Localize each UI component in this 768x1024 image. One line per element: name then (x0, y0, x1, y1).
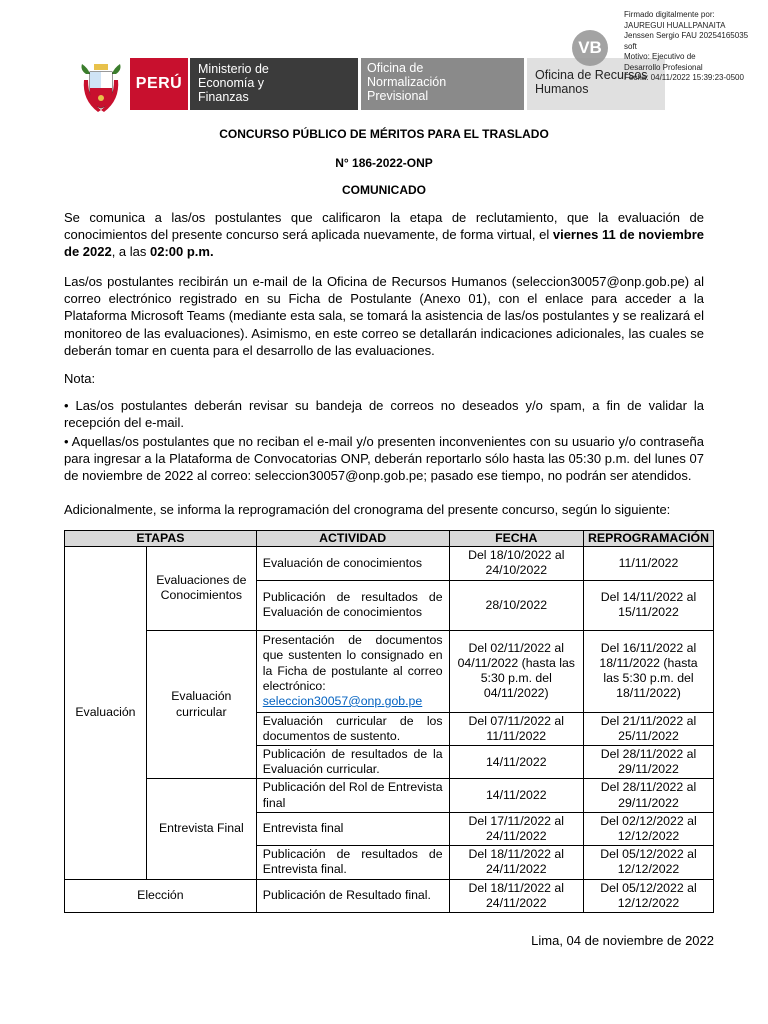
actividad-cell: Publicación de resultados de Evaluación de conocimientos (256, 580, 449, 630)
place-date: Lima, 04 de noviembre de 2022 (531, 933, 714, 948)
onp-label-2: Normalización (367, 75, 447, 89)
mef-label-2: Economía y (198, 76, 265, 90)
paragraph-intro (64, 209, 704, 261)
actividad-cell: Entrevista final (256, 812, 449, 845)
actividad-text: Presentación de documentos que sustenten lo consignado en la Ficha de postulante al correo electrónico: (262, 633, 443, 693)
mef-brand-box (190, 58, 358, 110)
paragraph-schedule-intro: Adicionalmente, se informa la reprogramación del cronograma del presente concurso, según lo siguiente: (64, 502, 671, 517)
table-row (65, 630, 714, 712)
actividad-cell: Publicación del Rol de Entrevista final (256, 779, 449, 812)
reprog-cell: Del 21/11/2022 al 25/11/2022 (583, 712, 713, 745)
schedule-table (64, 530, 714, 913)
email-link[interactable]: seleccion30057@onp.gob.pe (262, 693, 423, 708)
actividad-cell: Publicación de resultados de la Evaluación curricular. (256, 746, 449, 779)
peru-label: PERÚ (135, 75, 183, 92)
vb-seal-icon (572, 30, 608, 66)
table-row (65, 779, 714, 812)
fecha-cell: Del 02/11/2022 al 04/11/2022 (hasta las 5:30 p.m. del 04/11/2022) (449, 630, 583, 712)
actividad-cell: Evaluación curricular de los documentos de sustento. (256, 712, 449, 745)
reprog-cell: Del 16/11/2022 al 18/11/2022 (hasta las 5:30 p.m. del 18/11/2022) (583, 630, 713, 712)
bullet-spam: • Las/os postulantes deberán revisar su bandeja de correos no deseados y/o spam, a fin de validar la recepción del e-mail. (64, 398, 704, 431)
table-row (65, 879, 714, 912)
document-number: N° 186-2022-ONP (335, 156, 433, 170)
reprog-cell: Del 05/12/2022 al 12/12/2022 (583, 846, 713, 879)
reprog-cell: Del 28/11/2022 al 29/11/2022 (583, 746, 713, 779)
document-subtitle: COMUNICADO (342, 183, 426, 197)
table-row (65, 547, 714, 580)
fecha-cell: 28/10/2022 (449, 580, 583, 630)
header-reprogramacion: REPROGRAMACIÓN (583, 531, 713, 547)
bullet-issues: • Aquellas/os postulantes que no reciban el e-mail y/o presenten inconvenientes con su usuario y/o contraseña para ingresar a la Plataforma de Convocatorias ONP, deberán reportarlo sólo hasta las 05:30 p.m. del lunes 07 de noviembre de 2022 al correo: seleccion30057@onp.gob.pe; pasado ese tiempo, no podrán ser atendidos. (64, 434, 704, 484)
peru-coat-of-arms-icon (78, 60, 124, 116)
actividad-cell: Publicación de Resultado final. (256, 879, 449, 912)
onp-label-1: Oficina de (367, 61, 424, 75)
reprog-cell: Del 14/11/2022 al 15/11/2022 (583, 580, 713, 630)
signature-line: Desarrollo Profesional (624, 62, 703, 72)
onp-label-3: Previsional (367, 89, 429, 103)
substage-entrevista: Entrevista Final (146, 779, 256, 879)
fecha-cell: Del 18/10/2022 al 24/10/2022 (449, 547, 583, 580)
mef-label-1: Ministerio de (198, 62, 269, 76)
signature-line: Firmado digitalmente por: (624, 10, 715, 19)
reprog-cell: Del 05/12/2022 al 12/12/2022 (583, 879, 713, 912)
signature-line: Jenssen Sergio FAU 20254165035 (624, 31, 749, 40)
substage-curricular: Evaluación curricular (146, 630, 256, 779)
actividad-cell (256, 630, 449, 712)
intro-time: 02:00 p.m. (150, 244, 214, 260)
fecha-cell: Del 18/11/2022 al 24/11/2022 (449, 879, 583, 912)
vb-seal-label: VB (578, 38, 602, 57)
fecha-cell: Del 07/11/2022 al 11/11/2022 (449, 712, 583, 745)
stage-eleccion: Elección (65, 879, 257, 912)
intro-date: viernes 11 de noviembre de 2022 (64, 227, 704, 260)
peru-brand-box (130, 58, 188, 110)
substage-conocimientos: Evaluaciones de Conocimientos (146, 547, 256, 630)
nota-label: Nota: (64, 371, 96, 386)
intro-text-2: , a las (111, 244, 150, 260)
mef-label-3: Finanzas (198, 90, 249, 104)
rh-label-1: Oficina de Recursos (535, 68, 648, 82)
document-title: CONCURSO PÚBLICO DE MÉRITOS PARA EL TRASLADO (219, 127, 549, 141)
fecha-cell: 14/11/2022 (449, 779, 583, 812)
fecha-cell: Del 17/11/2022 al 24/11/2022 (449, 812, 583, 845)
actividad-cell: Publicación de resultados de Entrevista final. (256, 846, 449, 879)
header-fecha: FECHA (449, 531, 583, 547)
fecha-cell: 14/11/2022 (449, 746, 583, 779)
paragraph-email: Las/os postulantes recibirán un e-mail de la Oficina de Recursos Humanos (seleccion30057@onp.gob.pe) al correo electrónico registrado en su Ficha de Postulante (Anexo 01), con el enlace para acceder a la Plataforma Microsoft Teams (mediante esta sala, se tomará la asistencia de las/os postulantes y se realizará el monitoreo de las evaluaciones). Asimismo, en este correo se detallarán indicaciones adicionales, las cuales se deberán tomar en cuenta para el desarrollo de las evaluaciones. (64, 274, 704, 358)
signature-line: Motivo: Ejecutivo de (624, 52, 696, 61)
fecha-cell: Del 18/11/2022 al 24/11/2022 (449, 846, 583, 879)
table-header-row (65, 531, 714, 547)
rh-label-2: Humanos (535, 82, 589, 96)
signature-line: Fecha: 04/11/2022 15:39:23-0500 (624, 73, 744, 82)
actividad-cell: Evaluación de conocimientos (256, 547, 449, 580)
signature-line: JAUREGUI HUALLPANAITA (624, 20, 726, 30)
reprog-cell: 11/11/2022 (583, 547, 713, 580)
header-actividad: ACTIVIDAD (256, 531, 449, 547)
signature-line: soft (624, 41, 637, 51)
stage-evaluacion: Evaluación (65, 547, 147, 879)
intro-text: Se comunica a las/os postulantes que calificaron la etapa de reclutamiento, que la evaluación de conocimientos del presente concurso será aplicada nuevamente, de forma virtual, el (64, 210, 704, 243)
reprog-cell: Del 02/12/2022 al 12/12/2022 (583, 812, 713, 845)
header-etapas: ETAPAS (65, 531, 257, 547)
digital-signature-block (624, 10, 768, 84)
onp-brand-box (361, 58, 524, 110)
reprog-cell: Del 28/11/2022 al 29/11/2022 (583, 779, 713, 812)
